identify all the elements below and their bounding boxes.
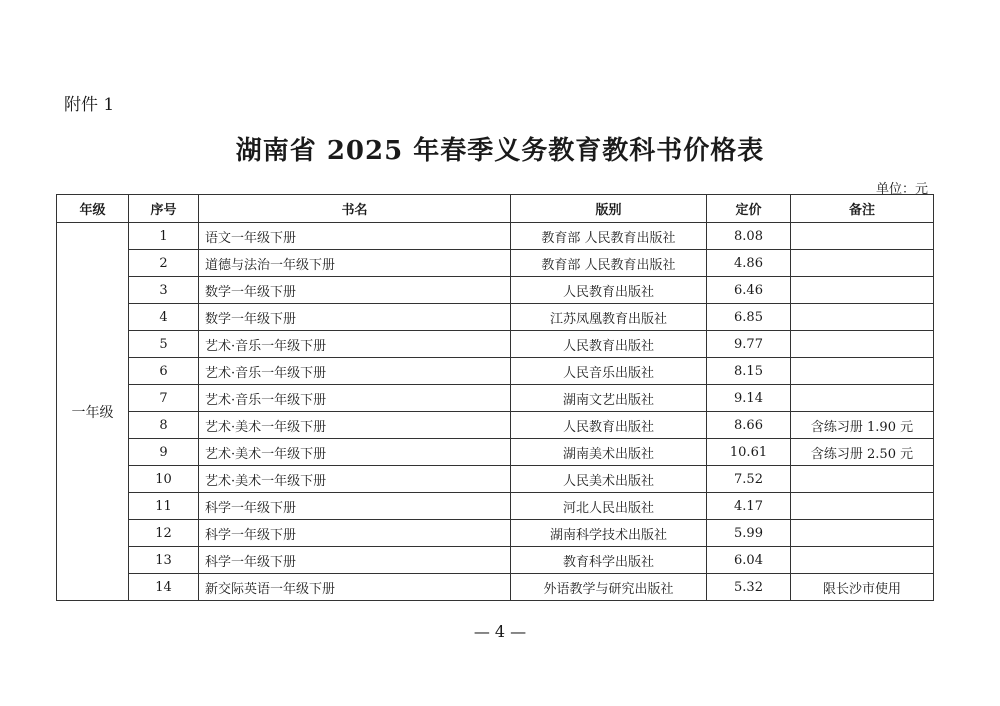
column-header-publisher: 版别 [511,195,707,223]
book-title-cell: 艺术·美术一年级下册 [199,412,511,439]
table-row [57,439,934,466]
table-row [57,412,934,439]
price-cell: 5.32 [707,574,791,601]
table-row [57,331,934,358]
book-title-cell: 数学一年级下册 [199,304,511,331]
note-cell: 限长沙市使用 [791,574,934,601]
price-table [56,194,934,601]
book-title-cell: 科学一年级下册 [199,547,511,574]
table-row [57,574,934,601]
row-number-cell: 4 [129,304,199,331]
row-number-cell: 6 [129,358,199,385]
price-cell: 9.14 [707,385,791,412]
column-header-grade: 年级 [57,195,129,223]
column-header-note: 备注 [791,195,934,223]
note-cell [791,223,934,250]
book-title-cell: 艺术·音乐一年级下册 [199,358,511,385]
column-header-title: 书名 [199,195,511,223]
price-cell: 8.66 [707,412,791,439]
document-title: 湖南省 2025 年春季义务教育教科书价格表 [235,136,765,166]
book-title-cell: 道德与法治一年级下册 [199,250,511,277]
note-cell [791,331,934,358]
note-cell [791,493,934,520]
column-header-number: 序号 [129,195,199,223]
grade-cell: 一年级 [57,223,129,601]
note-cell [791,385,934,412]
book-title-cell: 新交际英语一年级下册 [199,574,511,601]
table-row [57,466,934,493]
publisher-cell: 湖南科学技术出版社 [511,520,707,547]
unit-label: 单位：元 [875,182,928,197]
row-number-cell: 2 [129,250,199,277]
publisher-cell: 外语教学与研究出版社 [511,574,707,601]
price-cell: 10.61 [707,439,791,466]
row-number-cell: 11 [129,493,199,520]
note-cell [791,304,934,331]
publisher-cell: 湖南美术出版社 [511,439,707,466]
book-title-cell: 艺术·美术一年级下册 [199,439,511,466]
book-title-cell: 艺术·音乐一年级下册 [199,331,511,358]
row-number-cell: 12 [129,520,199,547]
table-row [57,304,934,331]
price-cell: 6.46 [707,277,791,304]
price-cell: 7.52 [707,466,791,493]
row-number-cell: 10 [129,466,199,493]
price-cell: 9.77 [707,331,791,358]
price-cell: 5.99 [707,520,791,547]
publisher-cell: 人民音乐出版社 [511,358,707,385]
note-cell: 含练习册 2.50 元 [791,439,934,466]
publisher-cell: 人民教育出版社 [511,412,707,439]
table-row [57,547,934,574]
table-row [57,493,934,520]
table-row [57,250,934,277]
publisher-cell: 河北人民出版社 [511,493,707,520]
table-header-row [57,195,934,223]
row-number-cell: 1 [129,223,199,250]
book-title-cell: 艺术·美术一年级下册 [199,466,511,493]
column-header-price: 定价 [707,195,791,223]
price-cell: 4.86 [707,250,791,277]
price-cell: 8.15 [707,358,791,385]
row-number-cell: 7 [129,385,199,412]
publisher-cell: 湖南文艺出版社 [511,385,707,412]
note-cell [791,250,934,277]
table-row [57,358,934,385]
table-row [57,277,934,304]
book-title-cell: 科学一年级下册 [199,493,511,520]
table-row [57,385,934,412]
table-body [57,223,934,601]
table-row [57,223,934,250]
row-number-cell: 13 [129,547,199,574]
note-cell [791,466,934,493]
price-cell: 6.85 [707,304,791,331]
publisher-cell: 人民美术出版社 [511,466,707,493]
row-number-cell: 5 [129,331,199,358]
book-title-cell: 艺术·音乐一年级下册 [199,385,511,412]
publisher-cell: 教育部 人民教育出版社 [511,250,707,277]
note-cell [791,520,934,547]
publisher-cell: 人民教育出版社 [511,331,707,358]
row-number-cell: 8 [129,412,199,439]
publisher-cell: 教育部 人民教育出版社 [511,223,707,250]
attachment-label: 附件 1 [64,95,115,115]
price-cell: 8.08 [707,223,791,250]
publisher-cell: 人民教育出版社 [511,277,707,304]
publisher-cell: 江苏凤凰教育出版社 [511,304,707,331]
note-cell [791,277,934,304]
price-cell: 4.17 [707,493,791,520]
table-row [57,520,934,547]
row-number-cell: 9 [129,439,199,466]
book-title-cell: 科学一年级下册 [199,520,511,547]
page-number: — 4 — [473,622,527,641]
publisher-cell: 教育科学出版社 [511,547,707,574]
price-cell: 6.04 [707,547,791,574]
note-cell [791,358,934,385]
row-number-cell: 14 [129,574,199,601]
note-cell: 含练习册 1.90 元 [791,412,934,439]
row-number-cell: 3 [129,277,199,304]
note-cell [791,547,934,574]
book-title-cell: 语文一年级下册 [199,223,511,250]
book-title-cell: 数学一年级下册 [199,277,511,304]
